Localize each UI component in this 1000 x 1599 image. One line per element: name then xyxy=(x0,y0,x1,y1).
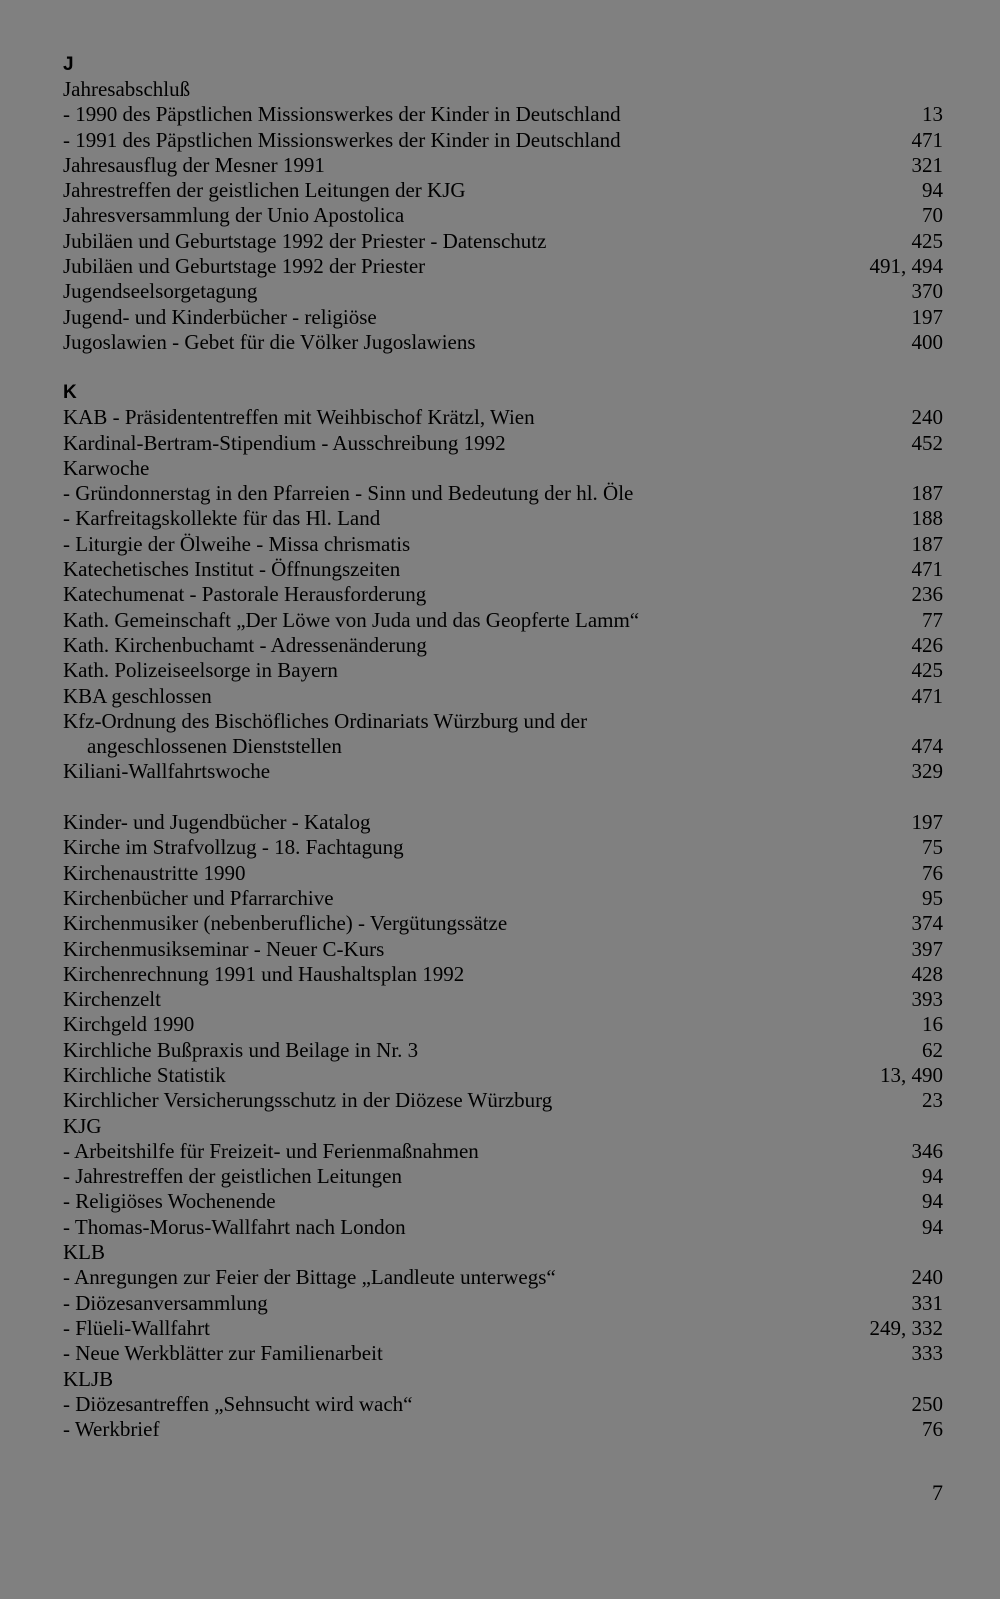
entry-pages: 425 xyxy=(911,228,943,253)
index-entry xyxy=(63,506,943,531)
entry-title: Kardinal-Bertram-Stipendium - Ausschreibung 1992 xyxy=(63,430,506,455)
index-entry xyxy=(63,456,943,481)
index-entry xyxy=(63,684,943,709)
entry-pages: 471 xyxy=(911,557,943,582)
index-entry xyxy=(63,1316,943,1341)
index-entry xyxy=(63,911,943,936)
index-entry xyxy=(63,431,943,456)
entry-pages: 400 xyxy=(911,329,943,354)
entry-title: Kirchenmusiker (nebenberufliche) - Vergütungssätze xyxy=(63,911,508,936)
entry-title: Kirchlicher Versicherungsschutz in der Diözese Würzburg xyxy=(63,1088,553,1113)
entry-pages: 76 xyxy=(922,860,943,885)
entry-title: - Thomas-Morus-Wallfahrt nach London xyxy=(63,1214,406,1239)
entry-title: Kiliani-Wallfahrtswoche xyxy=(63,759,271,784)
index-entry xyxy=(63,1189,943,1214)
entry-pages: 452 xyxy=(911,430,943,455)
index-entry xyxy=(63,1265,943,1290)
entry-pages: 333 xyxy=(911,1341,943,1366)
entry-pages: 236 xyxy=(911,582,943,607)
index-entry xyxy=(63,178,943,203)
index-entry xyxy=(63,1164,943,1189)
entry-title: Jugendseelsorgetagung xyxy=(63,279,258,304)
index-entry xyxy=(63,279,943,304)
entry-title: - Religiöses Wochenende xyxy=(63,1189,276,1214)
entry-title: Jubiläen und Geburtstage 1992 der Priester xyxy=(63,254,426,279)
index-entry xyxy=(63,1215,943,1240)
entry-title: Kirchenmusikseminar - Neuer C-Kurs xyxy=(63,936,385,961)
entry-pages: 397 xyxy=(911,936,943,961)
index-entry xyxy=(63,481,943,506)
index-entry xyxy=(63,305,943,330)
entry-title: - Anregungen zur Feier der Bittage „Landleute unterwegs“ xyxy=(63,1265,556,1290)
index-entry xyxy=(63,886,943,911)
entry-pages: 95 xyxy=(922,885,943,910)
entry-title: Kirchgeld 1990 xyxy=(63,1012,195,1037)
entry-pages: 374 xyxy=(911,911,943,936)
entry-title: - Diözesanversammlung xyxy=(63,1290,268,1315)
index-entry xyxy=(63,658,943,683)
index-entry xyxy=(63,937,943,962)
index-entry xyxy=(63,1114,943,1139)
entry-pages: 393 xyxy=(911,987,943,1012)
index-entry xyxy=(63,102,943,127)
entry-title: KLB xyxy=(63,1240,105,1265)
index-entry xyxy=(63,1291,943,1316)
entry-title: Kfz-Ordnung des Bischöfliches Ordinariats Würzburg und der xyxy=(63,708,588,733)
entry-title: - Werkbrief xyxy=(63,1417,160,1442)
index-entry xyxy=(63,962,943,987)
index-entry xyxy=(63,835,943,860)
entry-pages: 75 xyxy=(922,835,943,860)
index-entry xyxy=(63,734,943,759)
entry-title: Jahrestreffen der geistlichen Leitungen der KJG xyxy=(63,178,466,203)
entry-pages: 94 xyxy=(922,178,943,203)
index-entry xyxy=(63,153,943,178)
entry-pages: 94 xyxy=(922,1214,943,1239)
entry-pages: 94 xyxy=(922,1164,943,1189)
entry-pages: 491, 494 xyxy=(869,254,943,279)
entry-title: Kath. Polizeiseelsorge in Bayern xyxy=(63,658,338,683)
entry-title: KJG xyxy=(63,1113,102,1138)
entry-pages: 70 xyxy=(922,203,943,228)
index-entry xyxy=(63,229,943,254)
entry-title: Katechumenat - Pastorale Herausforderung xyxy=(63,582,427,607)
entry-pages: 94 xyxy=(922,1189,943,1214)
entry-title: - 1990 des Päpstlichen Missionswerkes der Kinder in Deutschland xyxy=(63,102,621,127)
entry-title: - Karfreitagskollekte für das Hl. Land xyxy=(63,506,381,531)
entry-title: Karwoche xyxy=(63,455,150,480)
entry-title: Jugend- und Kinderbücher - religiöse xyxy=(63,304,377,329)
index-entry xyxy=(63,1392,943,1417)
index-entry xyxy=(63,709,943,734)
entry-pages: 76 xyxy=(922,1417,943,1442)
index-entry xyxy=(63,1063,943,1088)
entry-pages: 250 xyxy=(911,1391,943,1416)
index-entry xyxy=(63,1417,943,1442)
index-entry xyxy=(63,405,943,430)
index-entry xyxy=(63,1367,943,1392)
index-entry xyxy=(63,532,943,557)
index-entry xyxy=(63,608,943,633)
index-entry xyxy=(63,1341,943,1366)
section-spacer xyxy=(63,355,943,380)
entry-title: Kirchliche Bußpraxis und Beilage in Nr. 3 xyxy=(63,1037,419,1062)
entry-pages: 240 xyxy=(911,405,943,430)
index-entry xyxy=(63,633,943,658)
index-entry xyxy=(63,1012,943,1037)
entry-title: Kinder- und Jugendbücher - Katalog xyxy=(63,810,371,835)
index-entry xyxy=(63,785,943,810)
entry-pages: 13, 490 xyxy=(880,1062,943,1087)
entry-title: angeschlossenen Dienststellen xyxy=(87,734,342,759)
entry-title: KBA geschlossen xyxy=(63,683,212,708)
entry-title: Kath. Gemeinschaft „Der Löwe von Juda und das Geopferte Lamm“ xyxy=(63,607,640,632)
entry-pages: 187 xyxy=(911,481,943,506)
index-entry xyxy=(63,759,943,784)
index-entry xyxy=(63,810,943,835)
index-entry xyxy=(63,987,943,1012)
index-entry xyxy=(63,1088,943,1113)
entry-title: Kirchenbücher und Pfarrarchive xyxy=(63,885,334,910)
entry-title: Kirchenzelt xyxy=(63,987,161,1012)
index-entry xyxy=(63,254,943,279)
entry-title: - 1991 des Päpstlichen Missionswerkes der Kinder in Deutschland xyxy=(63,127,621,152)
entry-pages: 321 xyxy=(911,152,943,177)
index-entry xyxy=(63,1240,943,1265)
index-entry xyxy=(63,128,943,153)
entry-pages: 188 xyxy=(911,506,943,531)
entry-pages: 197 xyxy=(911,304,943,329)
entry-pages: 471 xyxy=(911,127,943,152)
entry-title: Jugoslawien - Gebet für die Völker Jugoslawiens xyxy=(63,329,476,354)
entry-pages: 187 xyxy=(911,531,943,556)
entry-title: KLJB xyxy=(63,1366,114,1391)
entry-title: Kirchenrechnung 1991 und Haushaltsplan 1992 xyxy=(63,961,465,986)
index-entry xyxy=(63,1038,943,1063)
entry-title: - Jahrestreffen der geistlichen Leitungen xyxy=(63,1164,402,1189)
entry-pages: 197 xyxy=(911,810,943,835)
entry-title: - Liturgie der Ölweihe - Missa chrismatis xyxy=(63,531,411,556)
entry-title: Katechetisches Institut - Öffnungszeiten xyxy=(63,557,401,582)
entry-title: Jahresversammlung der Unio Apostolica xyxy=(63,203,405,228)
entry-pages: 62 xyxy=(922,1037,943,1062)
entry-title: KAB - Präsidententreffen mit Weihbischof Krätzl, Wien xyxy=(63,405,535,430)
entry-title: - Diözesantreffen „Sehnsucht wird wach“ xyxy=(63,1391,413,1416)
entry-pages: 329 xyxy=(911,759,943,784)
entry-pages: 426 xyxy=(911,632,943,657)
entry-pages: 331 xyxy=(911,1290,943,1315)
index-entry xyxy=(63,203,943,228)
entry-title: Kirchliche Statistik xyxy=(63,1062,226,1087)
entry-title: - Gründonnerstag in den Pfarreien - Sinn und Bedeutung der hl. Öle xyxy=(63,481,634,506)
entry-title: Jahresausflug der Mesner 1991 xyxy=(63,152,325,177)
entry-title: Jubiläen und Geburtstage 1992 der Priester - Datenschutz xyxy=(63,228,547,253)
entry-pages: 471 xyxy=(911,683,943,708)
entry-pages: 240 xyxy=(911,1265,943,1290)
entry-title: - Neue Werkblätter zur Familienarbeit xyxy=(63,1341,383,1366)
entry-title: Kirche im Strafvollzug - 18. Fachtagung xyxy=(63,835,404,860)
index-entry xyxy=(63,330,943,355)
index-entry xyxy=(63,557,943,582)
entry-title: Kirchenaustritte 1990 xyxy=(63,860,246,885)
entry-title: - Arbeitshilfe für Freizeit- und Ferienmaßnahmen xyxy=(63,1138,479,1163)
entry-pages: 77 xyxy=(922,607,943,632)
entry-pages: 16 xyxy=(922,1012,943,1037)
entry-pages: 370 xyxy=(911,279,943,304)
entry-pages: 425 xyxy=(911,658,943,683)
index-page xyxy=(63,52,943,1442)
entry-pages: 428 xyxy=(911,961,943,986)
entry-pages: 474 xyxy=(911,734,943,759)
entry-pages: 13 xyxy=(922,102,943,127)
entry-pages: 346 xyxy=(911,1138,943,1163)
section-letter: K xyxy=(63,382,77,404)
entry-title: Kath. Kirchenbuchamt - Adressenänderung xyxy=(63,632,427,657)
page-number: 7 xyxy=(932,1480,943,1505)
entry-title: Jahresabschluß xyxy=(63,77,191,101)
index-entry xyxy=(63,582,943,607)
index-entry xyxy=(63,1139,943,1164)
entry-title: - Flüeli-Wallfahrt xyxy=(63,1315,211,1340)
index-entry xyxy=(63,77,943,102)
index-entry xyxy=(63,861,943,886)
section-letter: J xyxy=(63,54,74,75)
entry-pages: 249, 332 xyxy=(869,1315,943,1340)
entry-pages: 23 xyxy=(922,1088,943,1113)
